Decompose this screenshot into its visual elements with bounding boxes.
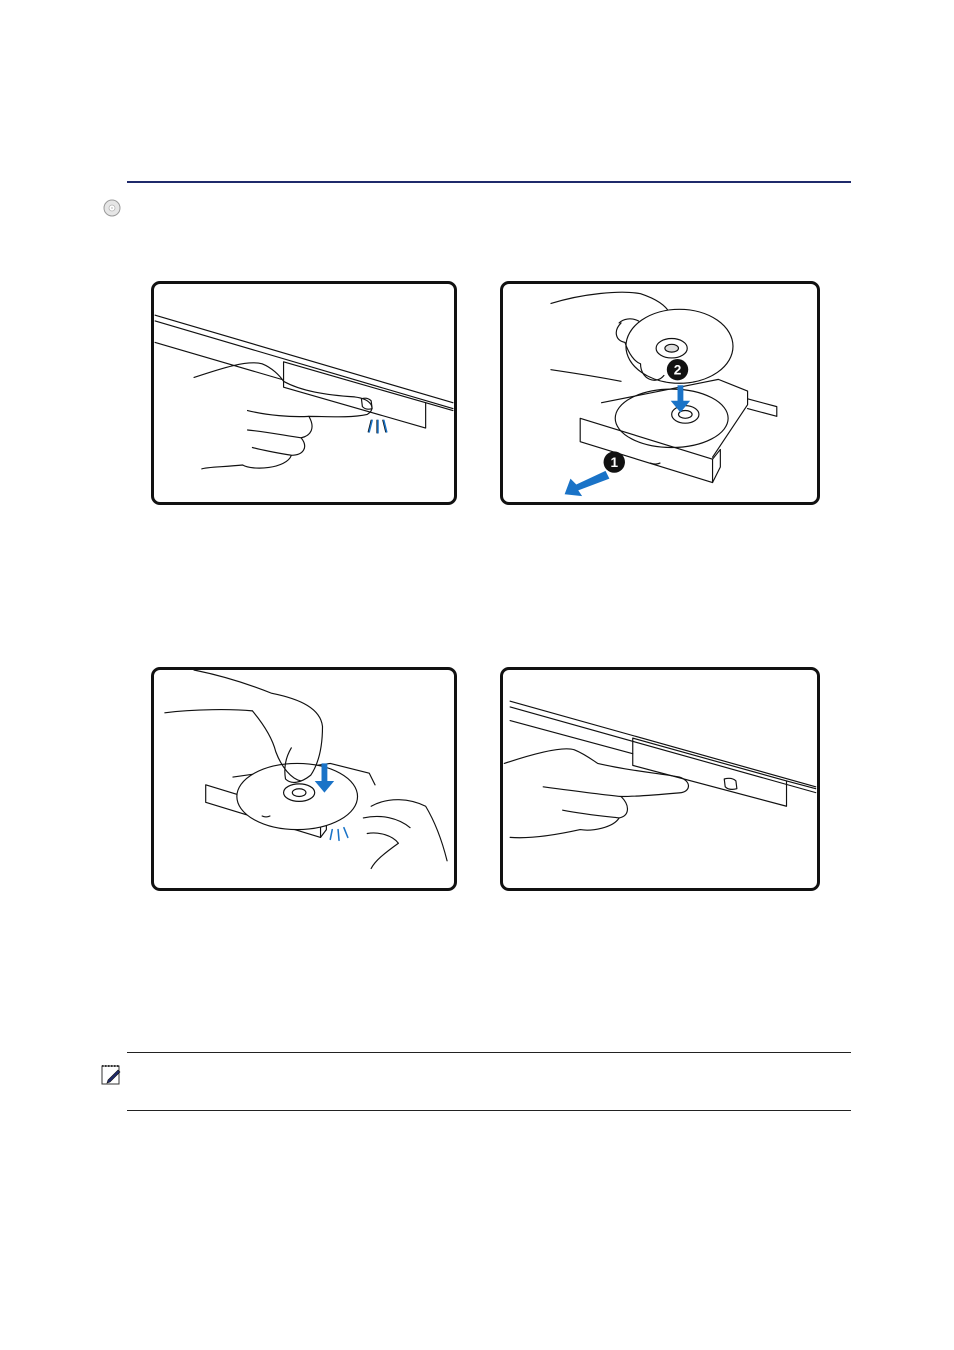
callout-1: 1 (610, 454, 619, 470)
figure-insert-disc (500, 281, 820, 505)
optical-disc-icon (103, 199, 121, 217)
figure-press-eject-button (151, 281, 457, 505)
hand-press-icon (154, 284, 454, 502)
disc-insert-icon (503, 284, 817, 502)
note-pencil-icon (101, 1064, 123, 1086)
section-divider (127, 181, 851, 183)
hand-push-icon (503, 670, 817, 888)
disc-press-icon (154, 670, 454, 888)
note-bottom-rule (127, 1110, 851, 1111)
figure-seat-disc-on-spindle (151, 667, 457, 891)
note-top-rule (127, 1052, 851, 1053)
callout-2: 2 (673, 362, 682, 378)
figure-close-tray (500, 667, 820, 891)
